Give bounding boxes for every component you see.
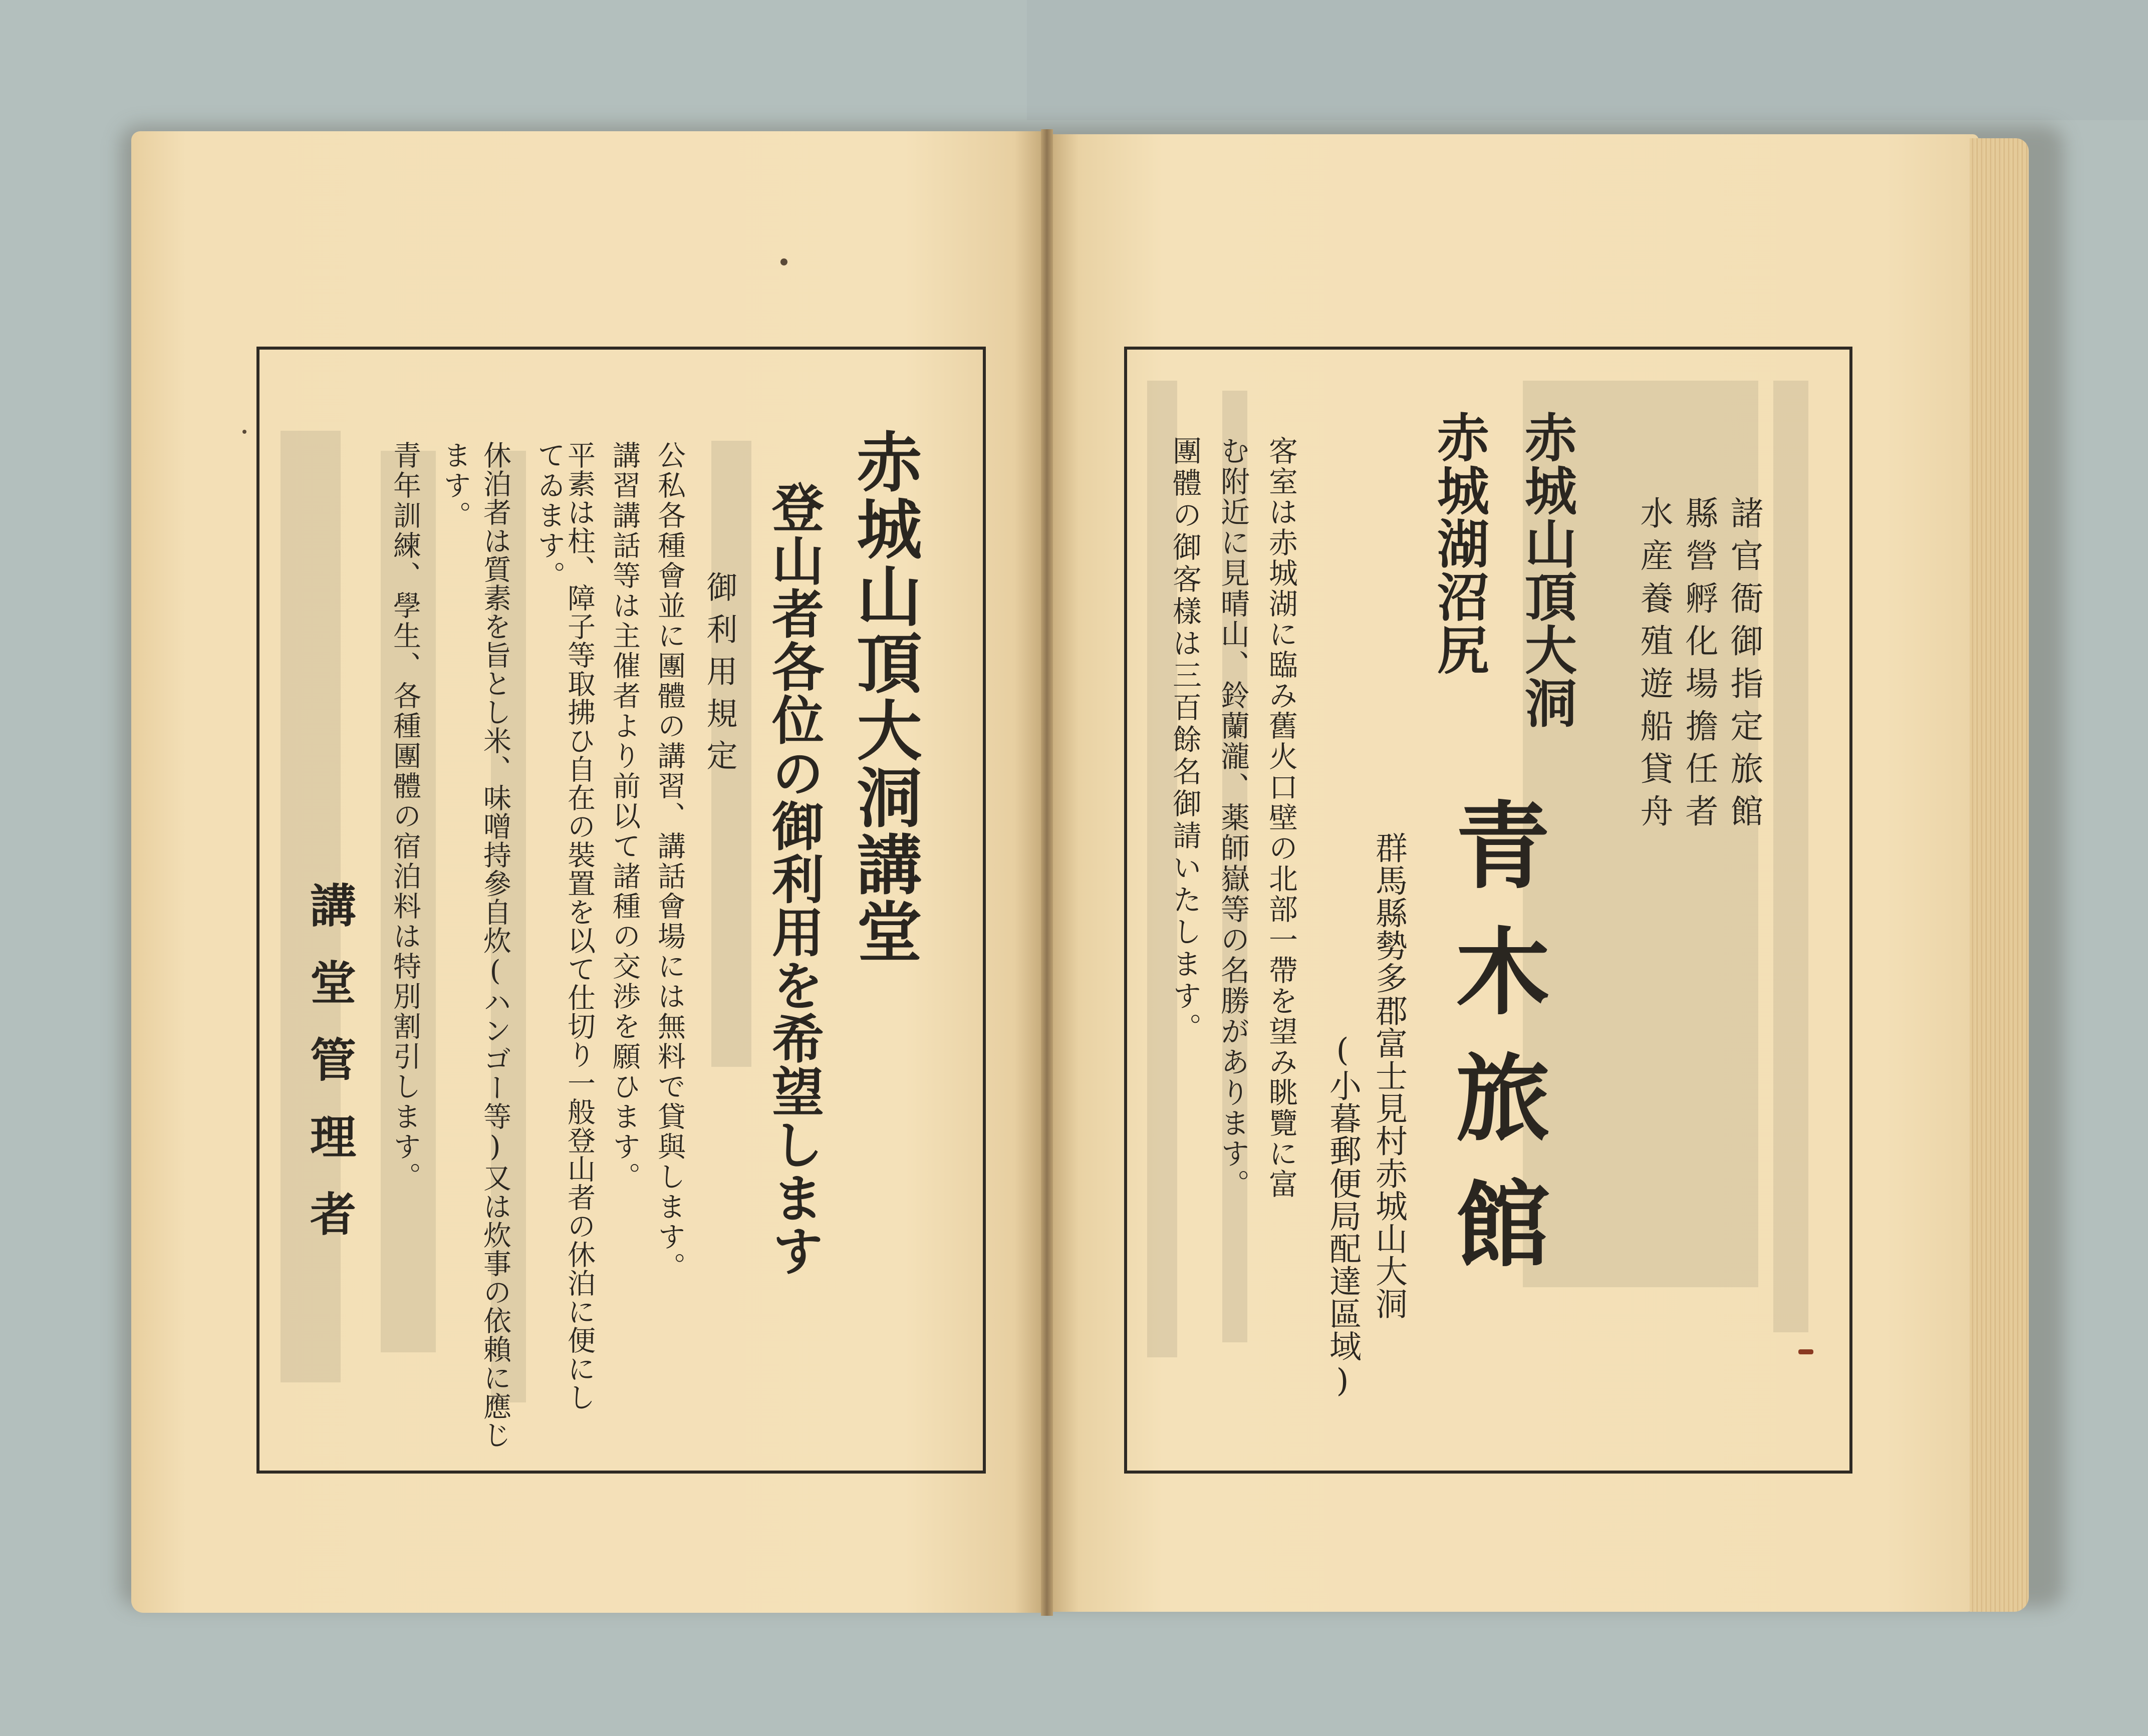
right-ad-business-line-1: 諸官衙御指定旅館: [1725, 496, 1763, 836]
right-ad-business-line-2: 縣營孵化場擔任者: [1680, 496, 1718, 836]
left-ad-manager: 講堂管理者: [303, 882, 357, 1267]
right-ad-location-line-2: 赤城湖沼尻: [1428, 411, 1490, 676]
left-ad-body-line-4: てゐます。: [533, 441, 566, 591]
left-ad-rules-heading: 御利用規定: [701, 571, 738, 781]
left-ad-body-line-6: ます。: [439, 441, 471, 531]
right-ad-address: 群馬縣勢多郡富士見村赤城山大洞: [1370, 831, 1407, 1320]
left-ad-body-line-2: 講習講話等は主催者より前以て諸種の交渉を願ひます。: [608, 441, 641, 1192]
ink-speck: [242, 430, 246, 434]
left-ad-body-line-1: 公私各種會並に團體の講習、講話會場には無料で貸與します。: [653, 441, 686, 1282]
right-ad-location-line-1: 赤城山頂大洞: [1516, 411, 1577, 729]
right-ad-postal-note: (小暮郵便局配達區域): [1324, 1032, 1361, 1400]
right-ad-description-line-3: 團體の御客樣は三百餘名御請いたします。: [1168, 436, 1202, 1045]
right-ad-business-line-3: 水産養殖遊船貸舟: [1635, 496, 1673, 836]
left-ad-subtitle: 登山者各位の御利用を希望します: [763, 481, 825, 1277]
backdrop-panel-top: [1027, 0, 2148, 120]
left-ad-title: 赤城山頂大洞講堂: [846, 428, 923, 965]
red-mark: [1798, 1349, 1813, 1354]
right-ad-description-line-1: 客室は赤城湖に臨み舊火口壁の北部一帶を望み眺覽に富: [1264, 436, 1298, 1200]
page-edge-stack: [1970, 138, 2029, 1612]
ink-speck: [780, 258, 787, 265]
right-ad-description-line-2: む附近に見晴山、鈴蘭瀧、薬師嶽等の名勝があります。: [1216, 436, 1250, 1200]
book-gutter: [1041, 129, 1053, 1616]
left-ad-body-line-7: 青年訓練、學生、各種團體の宿泊料は特別割引します。: [389, 441, 421, 1192]
right-ad-inn-name: 青木旅館: [1440, 796, 1550, 1301]
left-ad-body-line-3: 平素は柱、障子等取拂ひ自在の裝置を以て仕切り一般登山者の休泊に便にし: [563, 441, 596, 1411]
left-ad-body-line-5: 休泊者は質素を旨とし米、味噌持參自炊(ハンゴー等)又は炊事の依賴に應じ: [479, 441, 511, 1449]
